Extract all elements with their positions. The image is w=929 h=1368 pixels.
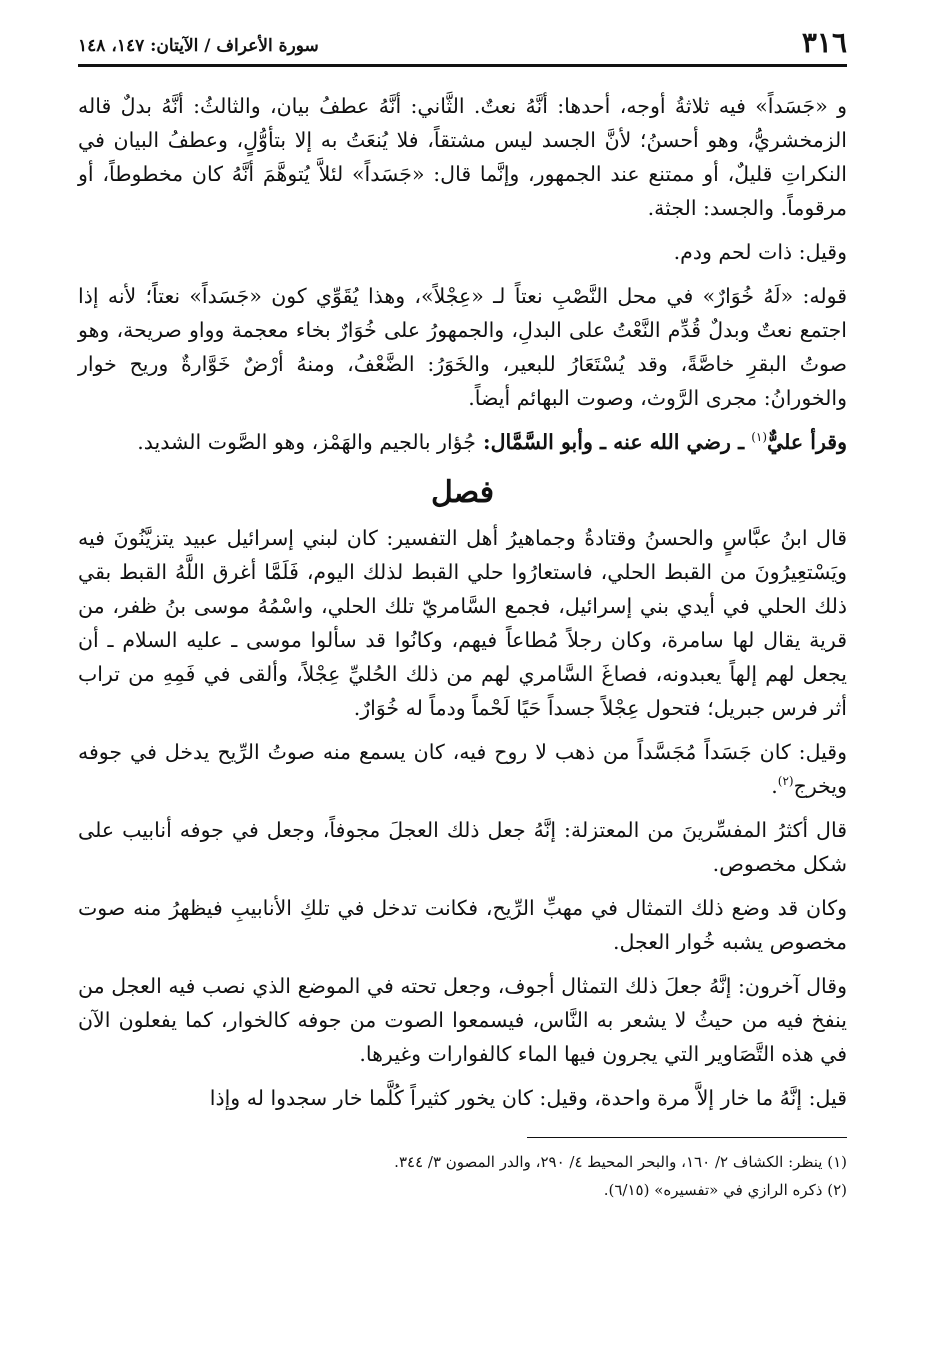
- ali-lead: وقرأ عليٌّ: [767, 430, 847, 454]
- paragraph-others: وقال آخرون: إنَّهُ جعلَ ذلك التمثال أجوف، وجعل تحته في الموضع الذي نصب فيه العجل من ينفخ فيه من حيثُ لا يشعر به النَّاس، فيسمعوا الصوت من جوفه كالخوار، كما يفعلون الآن في هذه التَّصَاوير التي يجرون فيها الماء كالفوارات وغيرها.: [78, 974, 847, 1066]
- paragraph-lowing: قيل: إنَّهُ ما خار إلاَّ مرة واحدة، وقيل: كان يخور كثيراً كُلَّما خار سجدوا له وإذا: [209, 1086, 847, 1110]
- page-number: ٣١٦: [801, 26, 847, 59]
- wind-end: .: [771, 774, 778, 798]
- ali-honorific: ـ رضي الله عنه ـ وأبو السَّمَّال:: [475, 430, 752, 454]
- paragraph-ali-reading: [78, 425, 847, 459]
- paragraph-khuwar: قوله: «لَهُ خُوَارٌ» في محل النَّصْبِ نعتاً لـ «عِجْلاً»، وهذا يُقَوِّي كون «جَسَداً» نعتاً؛ لأنه إذا اجتمع نعتٌ وبدلٌ قُدِّم النَّعْتُ على البدلِ، والجمهورُ على خُوَارٌ بخاء معجمة وواو صريحة، وهو صوتُ البقرِ خاصَّةً، وقد يُسْتَعَارُ للبعير، والخَوَرُ: الضَّعْفُ، ومنهُ أرْضٌ خَوَّارةٌ وريح خوار والخورانُ: مجرى الرَّوث، وصوت البهائم أيضاً.: [78, 284, 847, 410]
- paragraph-wind: [78, 735, 847, 803]
- paragraph-ibn-abbas: قال ابنُ عبَّاسٍ والحسنُ وقتادةُ وجماهيرُ أهل التفسير: كان لبني إسرائيل عبيد يتزيَّنُونَ فيه ويَسْتعِيرُونَ من القبط الحلي، فاستعارُوا حلي القبط لذلك اليوم، فَلَمَّا أغرق اللَّهُ القبط بقي ذلك الحلي في أيدي بني إسرائيل، فجمع السَّامريّ تلك الحلي، واسْمُهُ موسى بنُ ظفر، من قرية يقال لها سامرة، وكان رجلاً مُطاعاً فيهم، وكانُوا قد سألوا موسى ـ عليه السلام ـ أن يجعل لهم إلهاً يعبدونه، فصاغَ السَّامري لهم من ذلك الحُليِّ عِجْلاً، وألقى في فَمِهِ من تراب أثر فرس جبريل؛ فتحول عِجْلاً جسداً حَيًا لَحْماً ودماً له خُوَارٌ.: [78, 526, 847, 720]
- page-header: [78, 28, 847, 67]
- footnote-ref-2: (٢): [777, 774, 794, 789]
- paragraph-flesh: وقيل: ذات لحم ودم.: [673, 240, 847, 264]
- running-title: سورة الأعراف / الآيتان: ١٤٧، ١٤٨: [78, 36, 319, 56]
- wind-text: وقيل: كان جَسَداً مُجَسَّداً من ذهب لا روح فيه، كان يسمع منه صوتُ الرِّيح يدخل في جوفه ويخرج: [78, 740, 847, 798]
- footnote-2: (٢) ذكره الرازي في «تفسيره» (٦/١٥).: [603, 1181, 847, 1199]
- footnote-ref-1: (١): [751, 430, 768, 445]
- footnote-1: (١) ينظر: الكشاف ٢/ ١٦٠، والبحر المحيط ٤/ ٢٩٠، والدر المصون ٣/ ٣٤٤.: [394, 1153, 847, 1171]
- paragraph-mutazila: قال أكثرُ المفسِّرينَ من المعتزلة: إنَّهُ جعل ذلك العجلَ مجوفاً، وجعل في جوفه أنابيب على شكل مخصوص.: [78, 818, 847, 876]
- paragraph-statue: وكان قد وضع ذلك التمثال في مهبِّ الرِّيح، فكانت تدخل في تلكِ الأنابيبِ فيظهرُ منه صوت مخصوص يشبه خُوار العجل.: [78, 896, 847, 954]
- paragraph-jasad: و «جَسَداً» فيه ثلاثةُ أوجه، أحدها: أنَّهُ نعتٌ. الثَّاني: أنَّهُ عطفُ بيان، والثالثُ: أنَّهُ بدلٌ قاله الزمخشريُّ، وهو أحسنُ؛ لأنَّ الجسد ليس مشتقاً، فلا يُنعَتُ به إلا بتأوُّلٍ، وعطفُ البيان في النكراتِ قليلٌ، أو ممتنع عند الجمهور، وإنَّما قال: «جَسَداً» لئلاَّ يُتوهَّمَ أنَّهُ كان مخطوطاً، أو مرقوماً. والجسد: الجثة.: [78, 94, 847, 220]
- footnote-divider: [527, 1137, 847, 1138]
- ali-rest: جُؤار بالجيم والهَمْز، وهو الصَّوت الشديد.: [137, 430, 476, 454]
- section-heading: فصل: [430, 475, 495, 510]
